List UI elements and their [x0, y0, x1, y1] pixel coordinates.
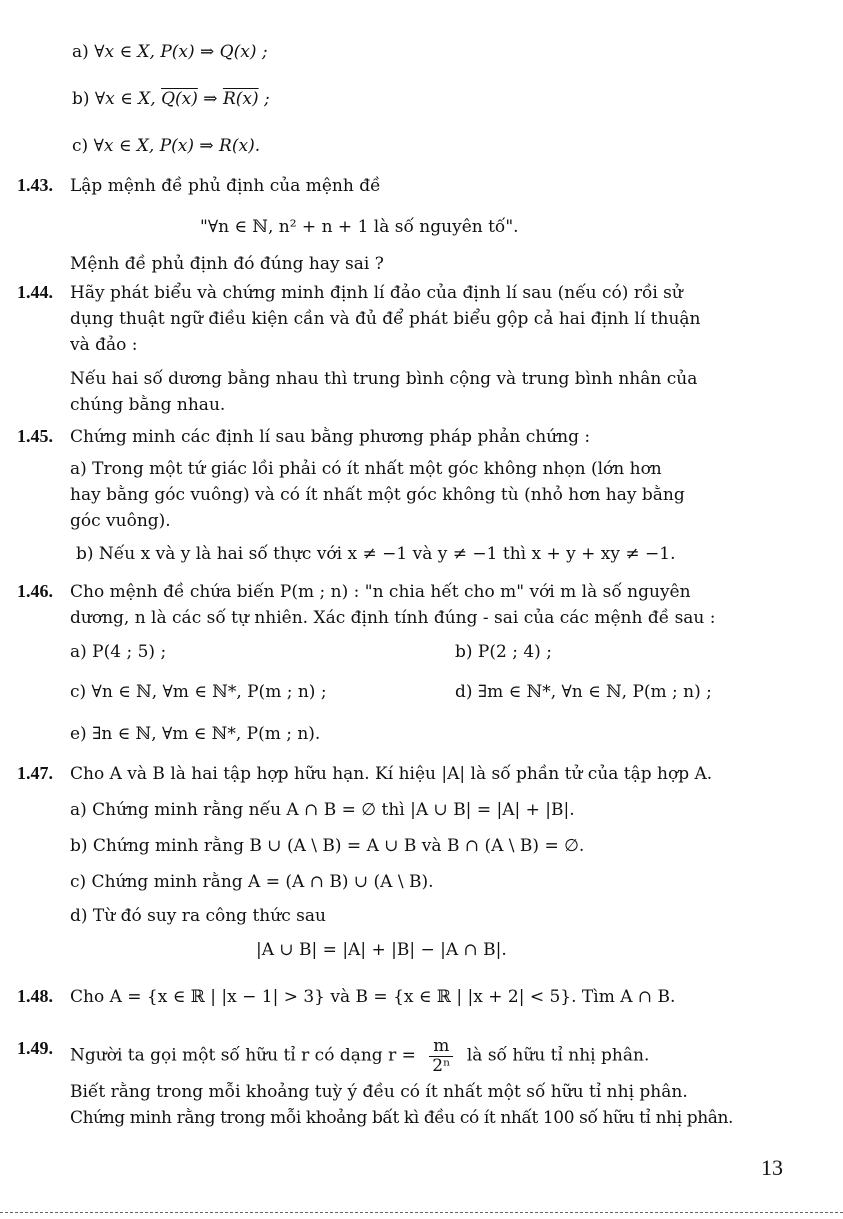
exercise-number-1-46: 1.46.: [17, 581, 53, 601]
negated-r: R(x): [222, 89, 259, 109]
ex-1-44-p1-l3: và đảo :: [70, 335, 138, 355]
ex-1-46-e: e) ∃n ∈ ℕ, ∀m ∈ ℕ*, P(m ; n).: [70, 724, 321, 744]
negated-q: Q(x): [161, 89, 198, 109]
ex-1-44-p1-l1: Hãy phát biểu và chứng minh định lí đảo của định lí sau (nếu có) rồi sử: [70, 283, 683, 303]
ex-1-44-p2-l2: chúng bằng nhau.: [70, 395, 226, 415]
ex-1-44-p1-l2: dụng thuật ngữ điều kiện cần và đủ để phát biểu gộp cả hai định lí thuận: [70, 309, 701, 329]
item-formula-post: ;: [258, 89, 270, 109]
ex-1-45-a-l1: a) Trong một tứ giác lồi phải có ít nhất một góc không nhọn (lớn hơn: [70, 459, 662, 479]
fraction-denominator: 2ⁿ: [432, 1055, 451, 1076]
exercise-number-1-44: 1.44.: [17, 282, 53, 302]
ex-1-43-line2: Mệnh đề phủ định đó đúng hay sai ?: [70, 254, 384, 274]
ex-1-49-post: là số hữu tỉ nhị phân.: [466, 1045, 650, 1066]
fraction-numerator: m: [429, 1037, 453, 1057]
intro-item-c: [72, 134, 260, 159]
ex-1-43-formula: "∀n ∈ ℕ, n² + n + 1 là số nguyên tố".: [200, 217, 519, 237]
item-label: c): [72, 136, 89, 156]
ex-1-45-line1: Chứng minh các định lí sau bằng phương pháp phản chứng :: [70, 427, 591, 447]
ex-1-46-line1: Cho mệnh đề chứa biến P(m ; n) : "n chia hết cho m" với m là số nguyên: [70, 582, 691, 602]
page-number: 13: [761, 1155, 783, 1180]
exercise-number-1-45: 1.45.: [17, 426, 53, 446]
ex-1-46-line2: dương, n là các số tự nhiên. Xác định tính đúng - sai của các mệnh đề sau :: [70, 608, 716, 628]
ex-1-44-p2-l1: Nếu hai số dương bằng nhau thì trung bình cộng và trung bình nhân của: [70, 369, 698, 389]
implies-arrow: ⇒: [197, 89, 223, 109]
item-label: b): [72, 89, 90, 109]
fraction: [429, 1037, 453, 1075]
ex-1-49-line3: Chứng minh rằng trong mỗi khoảng bất kì đều có ít nhất 100 số hữu tỉ nhị phân.: [70, 1108, 734, 1128]
item-formula: ∀x ∈ X, P(x) ⇒ Q(x) ;: [94, 42, 268, 62]
ex-1-47-d: d) Từ đó suy ra công thức sau: [70, 906, 326, 926]
ex-1-49-pre: Người ta gọi một số hữu tỉ r có dạng r =: [70, 1045, 416, 1066]
ex-1-45-a-l2: hay bằng góc vuông) và có ít nhất một góc không tù (nhỏ hơn hay bằng: [70, 485, 685, 505]
ex-1-46-a: a) P(4 ; 5) ;: [70, 642, 167, 662]
ex-1-45-a-l3: góc vuông).: [70, 511, 171, 531]
ex-1-49-line2: Biết rằng trong mỗi khoảng tuỳ ý đều có ít nhất một số hữu tỉ nhị phân.: [70, 1082, 688, 1102]
intro-item-a: [72, 40, 268, 65]
ex-1-47-c: c) Chứng minh rằng A = (A ∩ B) ∪ (A \ B).: [70, 872, 434, 892]
ex-1-47-line1: Cho A và B là hai tập hợp hữu hạn. Kí hiệu |A| là số phần tử của tập hợp A.: [70, 764, 713, 784]
ex-1-46-b: b) P(2 ; 4) ;: [455, 642, 552, 662]
ex-1-47-b: b) Chứng minh rằng B ∪ (A \ B) = A ∪ B và B ∩ (A \ B) = ∅.: [70, 836, 585, 856]
ex-1-46-d: d) ∃m ∈ ℕ*, ∀n ∈ ℕ, P(m ; n) ;: [455, 682, 712, 702]
item-label: a): [72, 42, 89, 62]
item-formula-pre: ∀x ∈ X,: [94, 89, 162, 109]
ex-1-49-line1: [70, 1037, 649, 1075]
ex-1-46-c: c) ∀n ∈ ℕ, ∀m ∈ ℕ*, P(m ; n) ;: [70, 682, 327, 702]
exercise-number-1-48: 1.48.: [17, 986, 53, 1006]
ex-1-45-b: b) Nếu x và y là hai số thực với x ≠ −1 và y ≠ −1 thì x + y + xy ≠ −1.: [76, 544, 676, 564]
exercise-number-1-47: 1.47.: [17, 763, 53, 783]
bottom-divider: [0, 1212, 843, 1213]
ex-1-47-formula: |A ∪ B| = |A| + |B| − |A ∩ B|.: [256, 940, 507, 960]
intro-item-b: [72, 87, 270, 112]
ex-1-43-line1: Lập mệnh đề phủ định của mệnh đề: [70, 176, 381, 196]
exercise-number-1-49: 1.49.: [17, 1038, 53, 1058]
item-formula: ∀x ∈ X, P(x) ⇒ R(x).: [93, 136, 261, 156]
ex-1-47-a: a) Chứng minh rằng nếu A ∩ B = ∅ thì |A ∪ B| = |A| + |B|.: [70, 800, 575, 820]
exercise-number-1-43: 1.43.: [17, 175, 53, 195]
ex-1-48-line1: Cho A = {x ∈ ℝ | |x − 1| > 3} và B = {x ∈ ℝ | |x + 2| < 5}. Tìm A ∩ B.: [70, 987, 676, 1007]
